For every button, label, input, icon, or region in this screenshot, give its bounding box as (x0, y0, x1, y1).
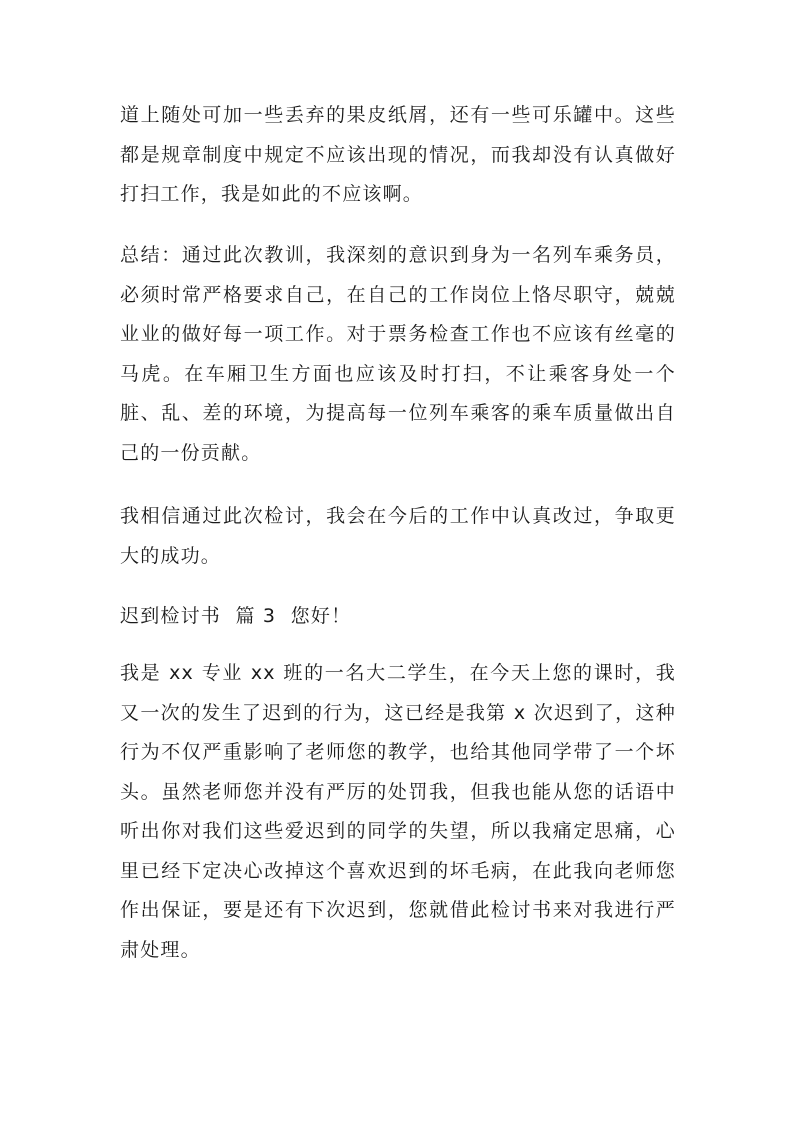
paragraph-closing: 我相信通过此次检讨，我会在今后的工作中认真改过，争取更大的成功。 (120, 505, 676, 567)
paragraph-late-apology: 我是 xx 专业 xx 班的一名大二学生，在今天上您的课时，我又一次的发生了迟到的行为，这已经是我第 x 次迟到了，这种行为不仅严重影响了老师您的教学，也给其他同学带了一个坏头。虽然老师您并没有严厉的处罚我，但我也能从您的话语中听出你对我们这些爱迟到的同学的失望，所以我痛定思痛，心里已经下定决心改掉这个喜欢迟到的坏毛病，在此我向老师您作出保证，要是还有下次迟到，您就借此检讨书来对我进行严肃处理。 (120, 662, 676, 961)
paragraph-summary: 总结：通过此次教训，我深刻的意识到身为一名列车乘务员，必须时常严格要求自己，在自己的工作岗位上恪尽职守，兢兢业业的做好每一项工作。对于票务检查工作也不应该有丝毫的马虎。在车厢卫生方面也应该及时打扫，不让乘客身处一个脏、乱、差的环境，为提高每一位列车乘客的乘车质量做出自己的一份贡献。 (120, 244, 676, 464)
paragraph-cleaning-issue: 道上随处可加一些丢弃的果皮纸屑，还有一些可乐罐中。这些都是规章制度中规定不应该出现的情况，而我却没有认真做好打扫工作，我是如此的不应该啊。 (120, 104, 676, 205)
section-heading: 迟到检讨书 篇 3 您好！ (120, 605, 352, 627)
